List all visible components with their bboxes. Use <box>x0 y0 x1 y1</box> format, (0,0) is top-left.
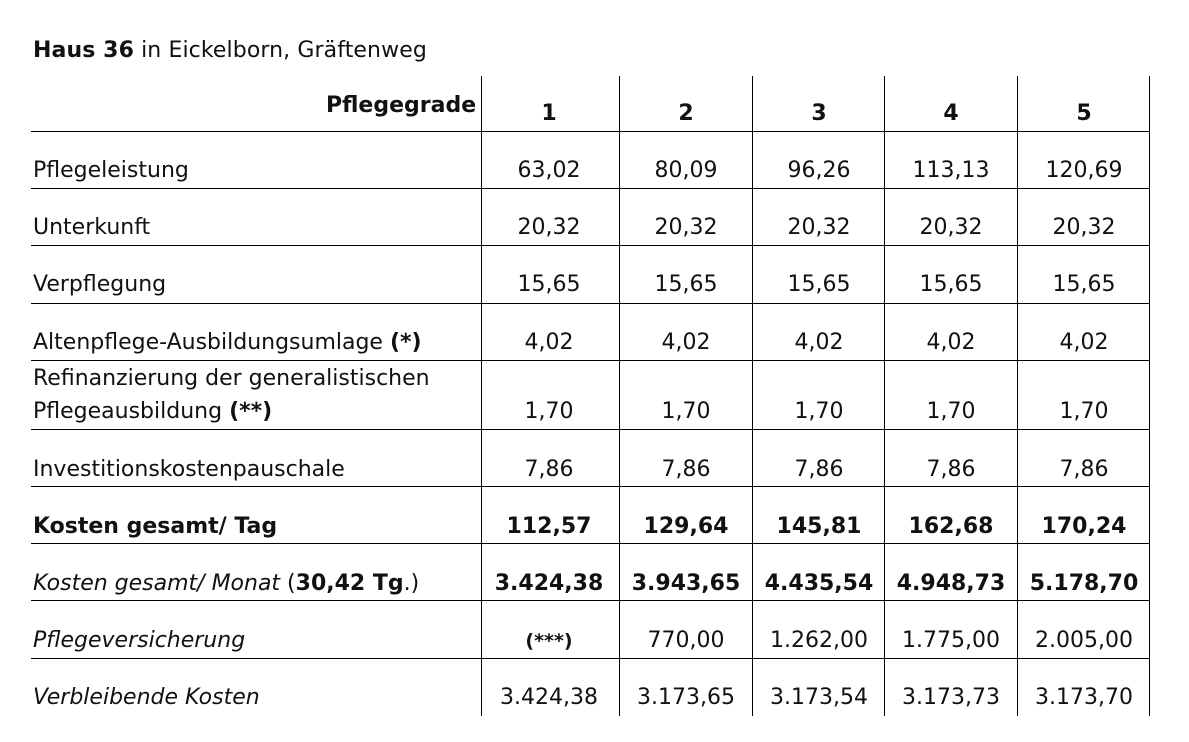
table-cell: 20,32 <box>654 215 718 240</box>
table-cell: 129,64 <box>643 514 729 539</box>
row-divider <box>31 360 1150 361</box>
table-cell: 1.775,00 <box>902 628 1000 653</box>
table-cell: 4,02 <box>661 330 711 355</box>
days-value: 30,42 Tg <box>295 571 404 596</box>
table-cell: 80,09 <box>654 158 718 183</box>
table-cell: 20,32 <box>517 215 581 240</box>
table-cell: 170,24 <box>1041 514 1127 539</box>
table-cell: 15,65 <box>1052 272 1116 297</box>
footnote-mark: (*) <box>389 330 422 355</box>
table-cell: 1.262,00 <box>770 628 868 653</box>
header-grade-1: 1 <box>541 101 557 126</box>
header-pflegegrade: Pflegegrade <box>326 93 477 118</box>
table-cell: 1,70 <box>926 399 976 424</box>
table-cell: 1,70 <box>1059 399 1109 424</box>
row-label-refinanzierung-line2 <box>33 399 272 424</box>
footnote-mark: (**) <box>229 399 273 424</box>
row-label-text: Altenpflege-Ausbildungsumlage <box>33 330 383 355</box>
table-cell: 20,32 <box>787 215 851 240</box>
row-label-pflegeversicherung: Pflegeversicherung <box>33 628 246 653</box>
table-cell: 5.178,70 <box>1029 571 1139 596</box>
table-cell: 162,68 <box>908 514 994 539</box>
header-grade-2: 2 <box>678 101 694 126</box>
title-rest: in Eickelborn, Gräftenweg <box>134 38 427 63</box>
title-bold: Haus 36 <box>33 38 134 63</box>
table-cell: 145,81 <box>776 514 862 539</box>
table-cell: 112,57 <box>506 514 592 539</box>
paren-open: ( <box>280 571 296 596</box>
row-label-investitionskosten: Investitionskostenpauschale <box>33 457 345 482</box>
table-cell: 4,02 <box>524 330 574 355</box>
table-cell: 4,02 <box>926 330 976 355</box>
table-cell: 4.948,73 <box>896 571 1006 596</box>
table-cell: 7,86 <box>661 457 711 482</box>
row-divider <box>31 188 1150 189</box>
header-grade-3: 3 <box>811 101 827 126</box>
table-cell: 7,86 <box>1059 457 1109 482</box>
footnote-mark: (***) <box>525 630 573 652</box>
row-label-verbleibende-kosten: Verbleibende Kosten <box>33 685 260 710</box>
table-cell: 1,70 <box>524 399 574 424</box>
row-label-text: Pflegeausbildung <box>33 399 223 424</box>
header-grade-5: 5 <box>1076 101 1092 126</box>
table-cell: 120,69 <box>1045 158 1123 183</box>
table-cell: 3.173,65 <box>637 685 735 710</box>
table-cell: 63,02 <box>517 158 581 183</box>
table-cell: 15,65 <box>787 272 851 297</box>
row-label-ausbildungsumlage <box>33 330 422 355</box>
table-cell: 15,65 <box>919 272 983 297</box>
table-cell: 7,86 <box>524 457 574 482</box>
table-cell: 3.424,38 <box>494 571 604 596</box>
page-title <box>33 38 427 63</box>
table-cell: 96,26 <box>787 158 851 183</box>
table-cell: 770,00 <box>647 628 725 653</box>
paren-close: .) <box>403 571 420 596</box>
table-cell: 1,70 <box>794 399 844 424</box>
table-cell: 2.005,00 <box>1035 628 1133 653</box>
header-grade-4: 4 <box>943 101 959 126</box>
table-cell: 4,02 <box>794 330 844 355</box>
row-divider <box>31 543 1150 544</box>
row-divider <box>31 600 1150 601</box>
row-divider <box>31 131 1150 132</box>
table-cell: 3.173,70 <box>1035 685 1133 710</box>
table-cell: 4,02 <box>1059 330 1109 355</box>
table-cell: 3.173,54 <box>770 685 868 710</box>
row-label-unterkunft: Unterkunft <box>33 215 151 240</box>
row-divider <box>31 429 1150 430</box>
table-cell: 3.424,38 <box>500 685 598 710</box>
table-cell: 3.173,73 <box>902 685 1000 710</box>
table-cell: 15,65 <box>654 272 718 297</box>
table-cell: 3.943,65 <box>631 571 741 596</box>
row-divider <box>31 486 1150 487</box>
table-cell: 4.435,54 <box>764 571 874 596</box>
row-label-kosten-monat <box>33 571 419 596</box>
row-label-kosten-tag: Kosten gesamt/ Tag <box>33 514 278 539</box>
table-cell: 113,13 <box>912 158 990 183</box>
table-cell: 20,32 <box>1052 215 1116 240</box>
row-label-pflegeleistung: Pflegeleistung <box>33 158 189 183</box>
table-cell: 20,32 <box>919 215 983 240</box>
row-divider <box>31 245 1150 246</box>
table-cell: 1,70 <box>661 399 711 424</box>
table-cell: 7,86 <box>794 457 844 482</box>
row-label-refinanzierung-line1: Refinanzierung der generalistischen <box>33 366 430 391</box>
row-divider <box>31 303 1150 304</box>
table-cell: 15,65 <box>517 272 581 297</box>
row-label-text: Kosten gesamt/ Monat <box>33 571 281 596</box>
row-divider <box>31 658 1150 659</box>
row-label-verpflegung: Verpflegung <box>33 272 167 297</box>
table-cell: 7,86 <box>926 457 976 482</box>
